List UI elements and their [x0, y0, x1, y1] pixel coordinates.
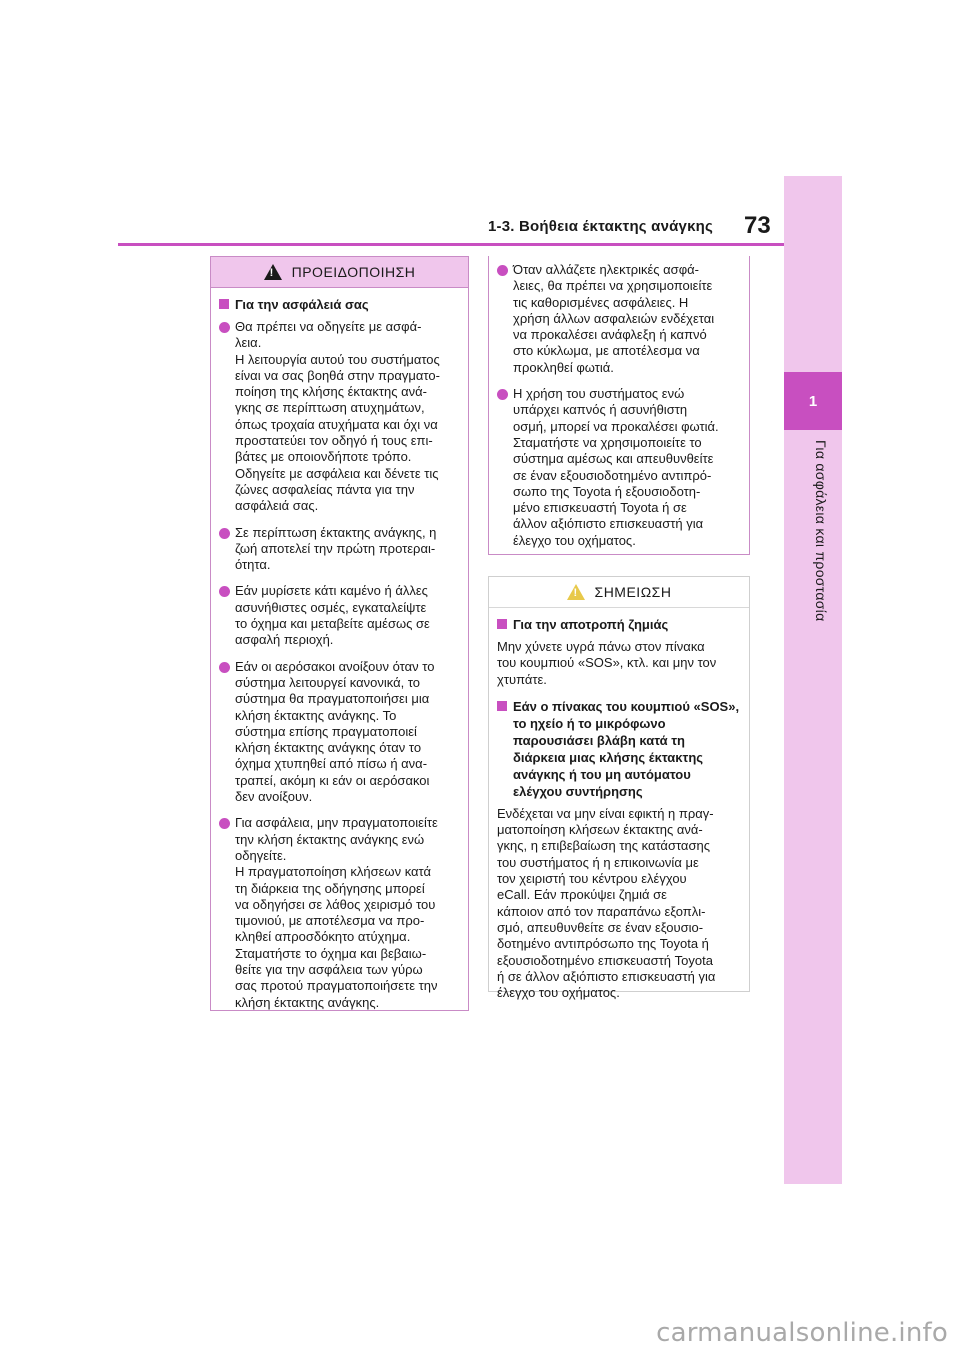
warning-icon	[264, 264, 282, 280]
header-rule	[118, 243, 784, 246]
watermark: carmanualsonline.info	[656, 1318, 948, 1348]
warning-title: ΠΡΟΕΙΔΟΠΟΙΗΣΗ	[291, 264, 416, 280]
note-section-heading: Εάν ο πίνακας του κουμπιού «SOS», το ηχείο ή το μικρόφωνο παρουσιάσει βλάβη κατά τη διάρκεια μιας κλήσης έκτακτης ανάγκης ή του μη αυτόματου ελέγχου συντήρησης	[497, 698, 741, 800]
list-item: Θα πρέπει να οδηγείτε με ασφά- λεια. Η λειτουργία αυτού του συστήματος είναι να σας βοηθά στην πραγματο- ποίηση της κλήσης έκτακτης ανά- γκης σε περίπτωση ατυχημάτων, όπως τροχαία ατυχήματα και όχι να προστατεύει τον οδηγό ή τους επι- βάτες με οποιονδήποτε τρόπο. Οδηγείτε με ασφάλεια και δένετε τις ζώνες ασφαλείας πάντα για την ασφάλειά σας.	[219, 319, 460, 515]
note-title: ΣΗΜΕΙΩΣΗ	[594, 584, 672, 600]
list-item: Εάν οι αερόσακοι ανοίξουν όταν το σύστημα λειτουργεί κανονικά, το σύστημα θα πραγματοποιήσει μια κλήση έκτακτης ανάγκης. Το σύστημα επίσης πραγματοποιεί κλήση έκτακτης ανάγκης όταν το όχημα χτυπηθεί από πίσω ή ανα- τραπεί, ακόμη κι εάν οι αερόσακοι δεν ανοίξουν.	[219, 659, 460, 806]
bullet-dot-icon	[219, 528, 230, 539]
square-bullet-icon	[219, 299, 229, 309]
side-tab-label: Για ασφάλεια και προστασία	[813, 440, 829, 622]
side-tab	[784, 176, 842, 1184]
list-item: Εάν μυρίσετε κάτι καμένο ή άλλες ασυνήθιστες οσμές, εγκαταλείψτε το όχημα και μεταβείτε αμέσως σε ασφαλή περιοχή.	[219, 583, 460, 648]
caution-icon	[567, 584, 585, 600]
warning-box-continued	[488, 256, 750, 555]
square-bullet-icon	[497, 701, 507, 711]
bullet-dot-icon	[219, 586, 230, 597]
side-tab-number: 1	[784, 372, 842, 430]
note-header	[489, 577, 749, 608]
bullet-dot-icon	[497, 389, 508, 400]
list-item: Όταν αλλάζετε ηλεκτρικές ασφά- λειες, θα πρέπει να χρησιμοποιείτε τις καθορισμένες ασφάλειες. Η χρήση άλλων ασφαλειών ενδέχεται να προκαλέσει ανάφλεξη ή καπνό στο κύκλωμα, με αποτέλεσμα να προκληθεί φωτιά.	[497, 262, 741, 376]
bullet-dot-icon	[219, 322, 230, 333]
list-item: Σε περίπτωση έκτακτης ανάγκης, η ζωή αποτελεί την πρώτη προτεραι- ότητα.	[219, 525, 460, 574]
list-item: Η χρήση του συστήματος ενώ υπάρχει καπνός ή ασυνήθιστη οσμή, μπορεί να προκαλέσει φωτιά. Σταματήστε να χρησιμοποιείτε το σύστημα αμέσως και απευθυνθείτε σε έναν εξουσιοδοτημένο αντιπρό- σωπο της Toyota ή εξουσιοδοτη- μένο επισκευαστή Toyota ή σε άλλον αξιόπιστο επισκευαστή για έλεγχο του οχήματος.	[497, 386, 741, 549]
page-number: 73	[744, 212, 771, 239]
note-paragraph: Ενδέχεται να μην είναι εφικτή η πραγ- ματοποίηση κλήσεων έκτακτης ανά- γκης, η επιβεβαίωση της κατάστασης του συστήματος ή η επικοινωνία με τον χειριστή του κέντρου ελέγχου eCall. Εάν προκύψει ζημιά σε κάποιον από τον παραπάνω εξοπλι- σμό, απευθυνθείτε σε έναν εξουσιο- δοτημένο αντιπρόσωπο της Toyota ή εξουσιοδοτημένο επισκευαστή Toyota ή σε άλλον αξιόπιστο επισκευαστή για έλεγχο του οχήματος.	[497, 805, 716, 1001]
square-bullet-icon	[497, 619, 507, 629]
bullet-dot-icon	[219, 662, 230, 673]
note-box	[488, 576, 750, 1001]
bullet-dot-icon	[219, 818, 230, 829]
note-section-heading: Για την αποτροπή ζημιάς	[497, 616, 741, 633]
warning-header	[211, 257, 468, 288]
list-item: Για ασφάλεια, μην πραγματοποιείτε την κλήση έκτακτης ανάγκης ενώ οδηγείτε. Η πραγματοποίηση κλήσεων κατά τη διάρκεια της οδήγησης μπορεί να οδηγήσει σε λάθος χειρισμό του τιμονιού, με αποτέλεσμα να προ- κληθεί απροσδόκητο ατύχημα. Σταματήστε το όχημα και βεβαιω- θείτε για την ασφάλεια των γύρω σας προτού πραγματοποιήσετε την κλήση έκτακτης ανάγκης.	[219, 815, 460, 1011]
warning-box	[210, 256, 469, 1011]
note-paragraph: Μην χύνετε υγρά πάνω στον πίνακα του κουμπιού «SOS», κτλ. και μην τον χτυπάτε.	[497, 639, 717, 687]
bullet-dot-icon	[497, 265, 508, 276]
warning-section-heading: Για την ασφάλειά σας	[219, 296, 460, 313]
page-title: 1-3. Βοήθεια έκτακτης ανάγκης	[488, 218, 714, 235]
